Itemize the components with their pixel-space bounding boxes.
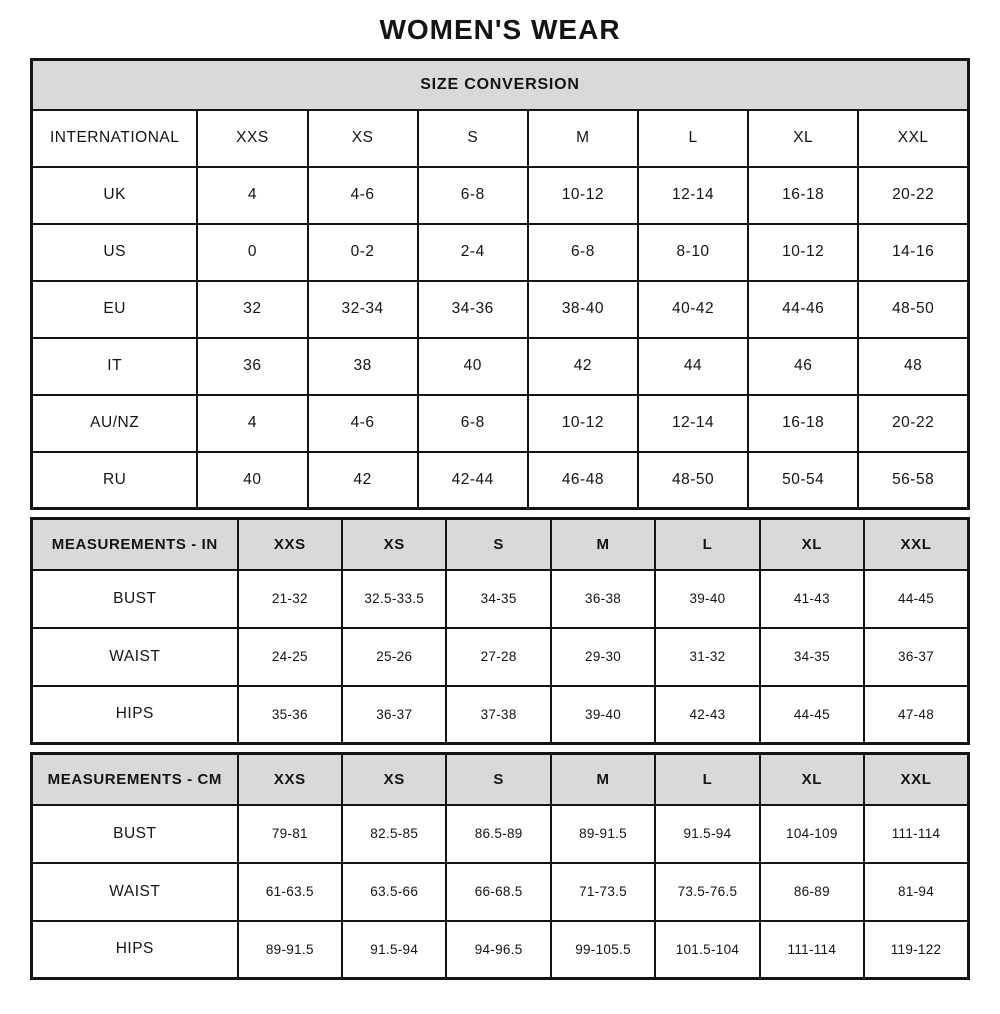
measurement-cell: 47-48 bbox=[864, 686, 968, 744]
column-header-xs: XS bbox=[308, 110, 418, 167]
table-row-waist-in bbox=[32, 628, 969, 686]
measurement-cell: 21-32 bbox=[238, 570, 342, 628]
measurement-cell: 32.5-33.5 bbox=[342, 570, 446, 628]
row-label-bust: BUST bbox=[32, 570, 238, 628]
measurements-in-title: MEASUREMENTS - IN bbox=[32, 519, 238, 570]
measurement-cell: 42-43 bbox=[655, 686, 759, 744]
size-cell: 10-12 bbox=[528, 167, 638, 224]
size-cell: 2-4 bbox=[418, 224, 528, 281]
row-label-waist: WAIST bbox=[32, 628, 238, 686]
table-row-ru bbox=[32, 452, 969, 509]
size-conversion-title: SIZE CONVERSION bbox=[32, 60, 969, 110]
size-cell: 38 bbox=[308, 338, 418, 395]
size-cell: 44-46 bbox=[748, 281, 858, 338]
size-cell: 32 bbox=[197, 281, 307, 338]
page-title: WOMEN'S WEAR bbox=[379, 14, 621, 45]
size-cell: 34-36 bbox=[418, 281, 528, 338]
table-row-bust-cm bbox=[32, 805, 969, 863]
measurement-cell: 36-37 bbox=[342, 686, 446, 744]
column-header-l: L bbox=[655, 519, 759, 570]
measurement-cell: 119-122 bbox=[864, 921, 968, 979]
size-cell: 32-34 bbox=[308, 281, 418, 338]
measurement-cell: 66-68.5 bbox=[446, 863, 550, 921]
row-label-us: US bbox=[32, 224, 198, 281]
measurement-cell: 86.5-89 bbox=[446, 805, 550, 863]
measurement-cell: 111-114 bbox=[760, 921, 864, 979]
size-chart-page bbox=[0, 14, 1000, 980]
size-cell: 12-14 bbox=[638, 395, 748, 452]
measurement-cell: 25-26 bbox=[342, 628, 446, 686]
measurement-cell: 31-32 bbox=[655, 628, 759, 686]
measurement-cell: 61-63.5 bbox=[238, 863, 342, 921]
row-label-aunz: AU/NZ bbox=[32, 395, 198, 452]
measurement-cell: 86-89 bbox=[760, 863, 864, 921]
size-cell: 42-44 bbox=[418, 452, 528, 509]
column-header-xxl: XXL bbox=[864, 519, 968, 570]
column-header-l: L bbox=[638, 110, 748, 167]
table-row-uk bbox=[32, 167, 969, 224]
size-cell: 4-6 bbox=[308, 167, 418, 224]
size-cell: 10-12 bbox=[528, 395, 638, 452]
measurements-in-header-row bbox=[32, 519, 969, 570]
column-header-m: M bbox=[551, 754, 655, 805]
table-row-us bbox=[32, 224, 969, 281]
size-cell: 12-14 bbox=[638, 167, 748, 224]
table-row-hips-cm bbox=[32, 921, 969, 979]
measurement-cell: 101.5-104 bbox=[655, 921, 759, 979]
size-cell: 36 bbox=[197, 338, 307, 395]
measurement-cell: 36-37 bbox=[864, 628, 968, 686]
size-cell: 48-50 bbox=[638, 452, 748, 509]
size-cell: 42 bbox=[308, 452, 418, 509]
table-row-aunz bbox=[32, 395, 969, 452]
size-cell: 56-58 bbox=[858, 452, 968, 509]
column-header-l: L bbox=[655, 754, 759, 805]
measurement-cell: 104-109 bbox=[760, 805, 864, 863]
measurements-cm-header-row bbox=[32, 754, 969, 805]
table-row-bust-in bbox=[32, 570, 969, 628]
measurement-cell: 44-45 bbox=[760, 686, 864, 744]
measurement-cell: 82.5-85 bbox=[342, 805, 446, 863]
size-cell: 14-16 bbox=[858, 224, 968, 281]
measurement-cell: 99-105.5 bbox=[551, 921, 655, 979]
column-header-xxs: XXS bbox=[238, 754, 342, 805]
column-header-xl: XL bbox=[760, 519, 864, 570]
measurement-cell: 44-45 bbox=[864, 570, 968, 628]
column-header-s: S bbox=[446, 754, 550, 805]
table-row-waist-cm bbox=[32, 863, 969, 921]
column-header-xl: XL bbox=[760, 754, 864, 805]
measurement-cell: 111-114 bbox=[864, 805, 968, 863]
row-label-hips: HIPS bbox=[32, 921, 238, 979]
column-header-xs: XS bbox=[342, 754, 446, 805]
row-label-ru: RU bbox=[32, 452, 198, 509]
measurement-cell: 91.5-94 bbox=[342, 921, 446, 979]
size-cell: 20-22 bbox=[858, 395, 968, 452]
column-header-international: INTERNATIONAL bbox=[32, 110, 198, 167]
size-cell: 48-50 bbox=[858, 281, 968, 338]
size-cell: 4 bbox=[197, 395, 307, 452]
size-cell: 46 bbox=[748, 338, 858, 395]
column-header-xl: XL bbox=[748, 110, 858, 167]
measurement-cell: 34-35 bbox=[446, 570, 550, 628]
measurements-in-table bbox=[30, 517, 970, 745]
measurement-cell: 35-36 bbox=[238, 686, 342, 744]
column-header-xxs: XXS bbox=[238, 519, 342, 570]
measurement-cell: 37-38 bbox=[446, 686, 550, 744]
column-header-xxl: XXL bbox=[858, 110, 968, 167]
size-cell: 6-8 bbox=[528, 224, 638, 281]
table-row-it bbox=[32, 338, 969, 395]
size-cell: 40 bbox=[197, 452, 307, 509]
measurement-cell: 36-38 bbox=[551, 570, 655, 628]
table-row-eu bbox=[32, 281, 969, 338]
size-cell: 10-12 bbox=[748, 224, 858, 281]
size-cell: 20-22 bbox=[858, 167, 968, 224]
row-label-bust: BUST bbox=[32, 805, 238, 863]
measurement-cell: 81-94 bbox=[864, 863, 968, 921]
size-cell: 8-10 bbox=[638, 224, 748, 281]
size-cell: 0-2 bbox=[308, 224, 418, 281]
column-header-m: M bbox=[528, 110, 638, 167]
size-cell: 42 bbox=[528, 338, 638, 395]
measurement-cell: 94-96.5 bbox=[446, 921, 550, 979]
size-cell: 46-48 bbox=[528, 452, 638, 509]
column-header-s: S bbox=[446, 519, 550, 570]
size-conversion-banner-row bbox=[32, 60, 969, 110]
column-header-m: M bbox=[551, 519, 655, 570]
size-cell: 4 bbox=[197, 167, 307, 224]
row-label-hips: HIPS bbox=[32, 686, 238, 744]
row-label-waist: WAIST bbox=[32, 863, 238, 921]
measurement-cell: 24-25 bbox=[238, 628, 342, 686]
size-cell: 40 bbox=[418, 338, 528, 395]
row-label-uk: UK bbox=[32, 167, 198, 224]
size-cell: 48 bbox=[858, 338, 968, 395]
measurement-cell: 91.5-94 bbox=[655, 805, 759, 863]
table-row-hips-in bbox=[32, 686, 969, 744]
column-header-xxl: XXL bbox=[864, 754, 968, 805]
size-cell: 50-54 bbox=[748, 452, 858, 509]
column-header-xxs: XXS bbox=[197, 110, 307, 167]
measurement-cell: 29-30 bbox=[551, 628, 655, 686]
size-cell: 16-18 bbox=[748, 395, 858, 452]
measurements-cm-table bbox=[30, 752, 970, 980]
size-cell: 38-40 bbox=[528, 281, 638, 338]
measurement-cell: 63.5-66 bbox=[342, 863, 446, 921]
size-cell: 6-8 bbox=[418, 395, 528, 452]
size-conversion-table bbox=[30, 58, 970, 510]
measurement-cell: 89-91.5 bbox=[238, 921, 342, 979]
measurement-cell: 41-43 bbox=[760, 570, 864, 628]
measurement-cell: 71-73.5 bbox=[551, 863, 655, 921]
measurement-cell: 89-91.5 bbox=[551, 805, 655, 863]
size-cell: 16-18 bbox=[748, 167, 858, 224]
measurement-cell: 73.5-76.5 bbox=[655, 863, 759, 921]
size-cell: 6-8 bbox=[418, 167, 528, 224]
measurement-cell: 27-28 bbox=[446, 628, 550, 686]
measurement-cell: 79-81 bbox=[238, 805, 342, 863]
measurement-cell: 34-35 bbox=[760, 628, 864, 686]
size-conversion-header-row bbox=[32, 110, 969, 167]
measurement-cell: 39-40 bbox=[551, 686, 655, 744]
column-header-s: S bbox=[418, 110, 528, 167]
measurements-cm-title: MEASUREMENTS - CM bbox=[32, 754, 238, 805]
row-label-eu: EU bbox=[32, 281, 198, 338]
row-label-it: IT bbox=[32, 338, 198, 395]
size-cell: 0 bbox=[197, 224, 307, 281]
column-header-xs: XS bbox=[342, 519, 446, 570]
size-cell: 44 bbox=[638, 338, 748, 395]
size-cell: 40-42 bbox=[638, 281, 748, 338]
size-cell: 4-6 bbox=[308, 395, 418, 452]
measurement-cell: 39-40 bbox=[655, 570, 759, 628]
